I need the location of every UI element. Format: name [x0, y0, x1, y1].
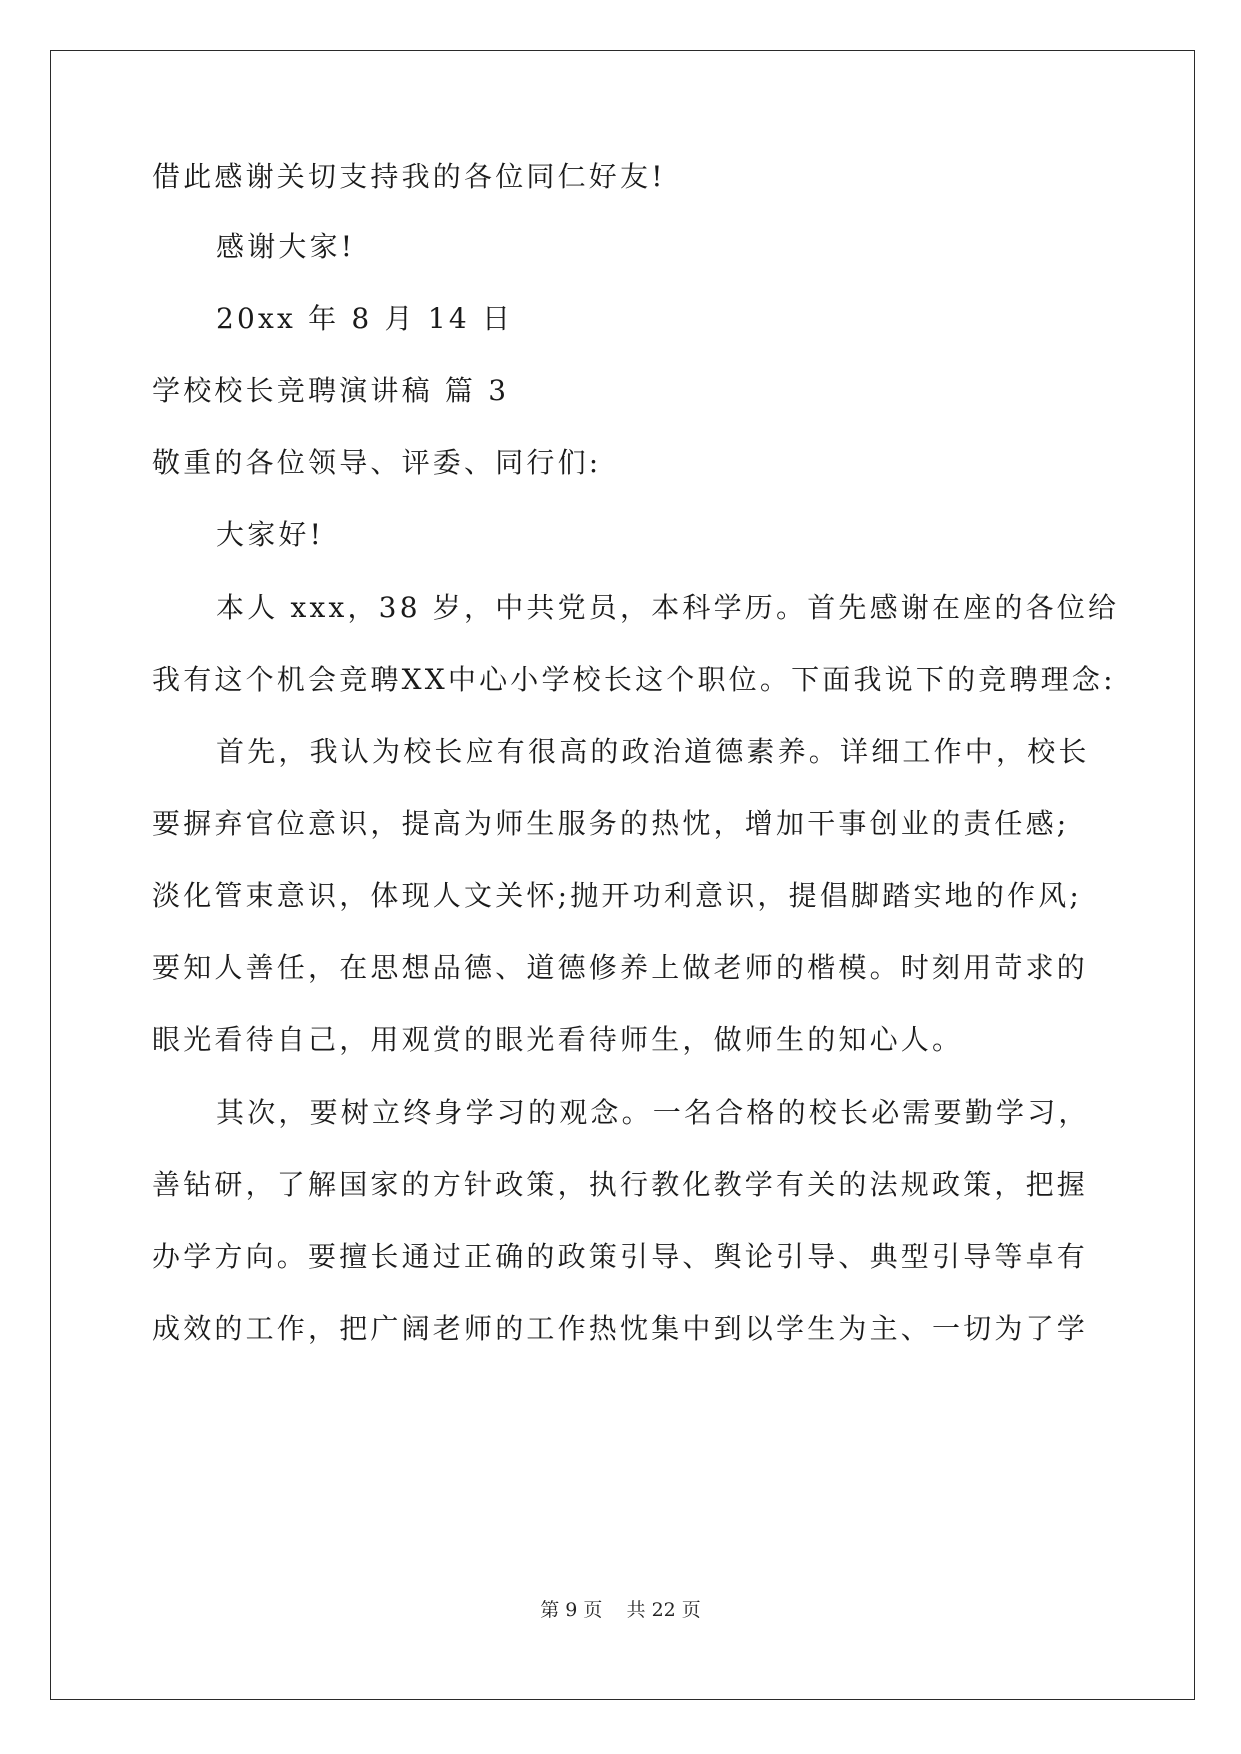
text-line: 淡化管束意识，体现人文关怀;抛开功利意识，提倡脚踏实地的作风;: [152, 879, 1083, 912]
text-line: 首先，我认为校长应有很高的政治道德素养。详细工作中，校长: [216, 735, 1090, 768]
text-line: 我有这个机会竞聘XX中心小学校长这个职位。下面我说下的竞聘理念:: [152, 663, 1116, 696]
text-line: 感谢大家!: [216, 230, 356, 263]
text-line: 要摒弃官位意识，提高为师生服务的热忱，增加干事创业的责任感;: [152, 807, 1070, 840]
text-line: 20xx 年 8 月 14 日: [216, 302, 514, 335]
text-line: 大家好!: [216, 518, 325, 551]
page-border: [50, 50, 1195, 1700]
section-heading: 学校校长竞聘演讲稿 篇 3: [152, 374, 510, 407]
text-line: 本人 xxx，38 岁，中共党员，本科学历。首先感谢在座的各位给: [216, 591, 1120, 624]
text-line: 眼光看待自己，用观赏的眼光看待师生，做师生的知心人。: [152, 1023, 964, 1056]
text-line: 其次，要树立终身学习的观念。一名合格的校长必需要勤学习，: [216, 1096, 1090, 1129]
page-number-label: 第 9 页 共 22 页: [540, 1599, 701, 1621]
text-line: 办学方向。要擅长通过正确的政策引导、舆论引导、典型引导等卓有: [152, 1240, 1089, 1273]
page-footer: [0, 1598, 1241, 1622]
text-line: 善钻研，了解国家的方针政策，执行教化教学有关的法规政策，把握: [152, 1168, 1089, 1201]
text-line: 借此感谢关切支持我的各位同仁好友!: [152, 160, 666, 193]
text-line: 要知人善任，在思想品德、道德修养上做老师的楷模。时刻用苛求的: [152, 951, 1089, 984]
text-line: 成效的工作，把广阔老师的工作热忱集中到以学生为主、一切为了学: [152, 1312, 1089, 1345]
salutation: 敬重的各位领导、评委、同行们:: [152, 446, 602, 479]
